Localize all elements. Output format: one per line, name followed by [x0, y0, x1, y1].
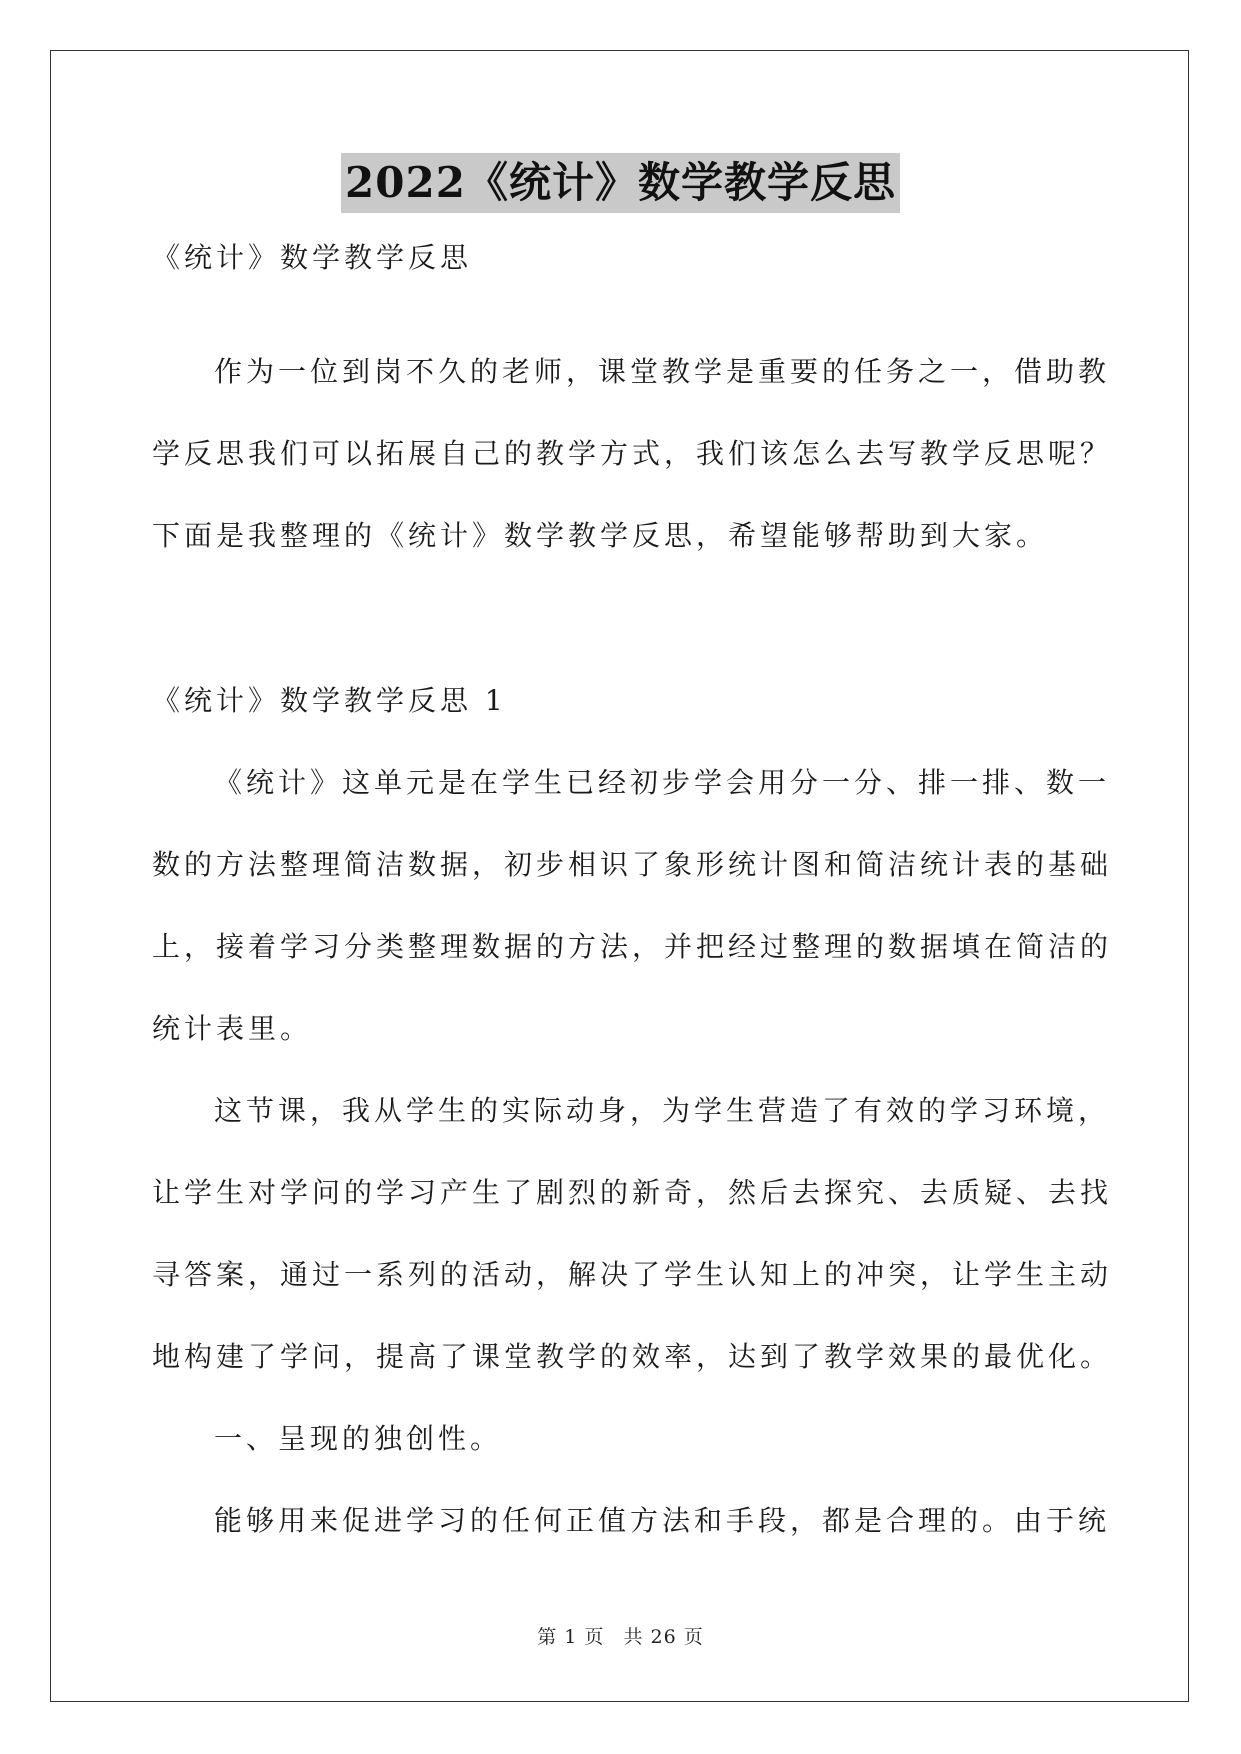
- paragraph-line: 上，接着学习分类整理数据的方法，并把经过整理的数据填在简洁的: [152, 930, 1113, 963]
- paragraph-line: 《统计》这单元是在学生已经初步学会用分一分、排一排、数一: [214, 766, 1111, 799]
- point-heading: 一、呈现的独创性。: [214, 1422, 503, 1455]
- section-heading-text: 《统计》数学教学反思 1: [152, 684, 507, 717]
- page-total: 共 26 页: [623, 1626, 704, 1648]
- intro-line: 下面是我整理的《统计》数学教学反思，希望能够帮助到大家。: [152, 519, 1049, 552]
- page-footer: [0, 1622, 1241, 1649]
- paragraph-line: 这节课，我从学生的实际动身，为学生营造了有效的学习环境，: [214, 1094, 1111, 1127]
- page-number: 第 1 页: [537, 1626, 605, 1648]
- intro-line: 学反思我们可以拓展自己的教学方式，我们该怎么去写教学反思呢？: [152, 437, 1113, 470]
- paragraph-line: 地构建了学问，提高了课堂教学的效率，达到了教学效果的最优化。: [152, 1340, 1113, 1373]
- document-title: 2022《统计》数学教学反思: [341, 153, 900, 213]
- paragraph-line: 让学生对学问的学习产生了剧烈的新奇，然后去探究、去质疑、去找: [152, 1176, 1113, 1209]
- paragraph-line: 寻答案，通过一系列的活动，解决了学生认知上的冲突，让学生主动: [152, 1258, 1113, 1291]
- subtitle: [152, 217, 1092, 299]
- paragraph-line: 统计表里。: [152, 1012, 313, 1045]
- title-container: [0, 153, 1241, 213]
- subtitle-text: 《统计》数学教学反思: [152, 241, 473, 274]
- paragraph-line: 能够用来促进学习的任何正值方法和手段，都是合理的。由于统: [214, 1504, 1111, 1537]
- section-body: [152, 742, 1113, 1562]
- section-heading: [152, 660, 1092, 742]
- intro-line: 作为一位到岗不久的老师，课堂教学是重要的任务之一，借助教: [214, 355, 1111, 388]
- intro-paragraph: [152, 331, 1113, 577]
- paragraph-line: 数的方法整理简洁数据，初步相识了象形统计图和简洁统计表的基础: [152, 848, 1113, 881]
